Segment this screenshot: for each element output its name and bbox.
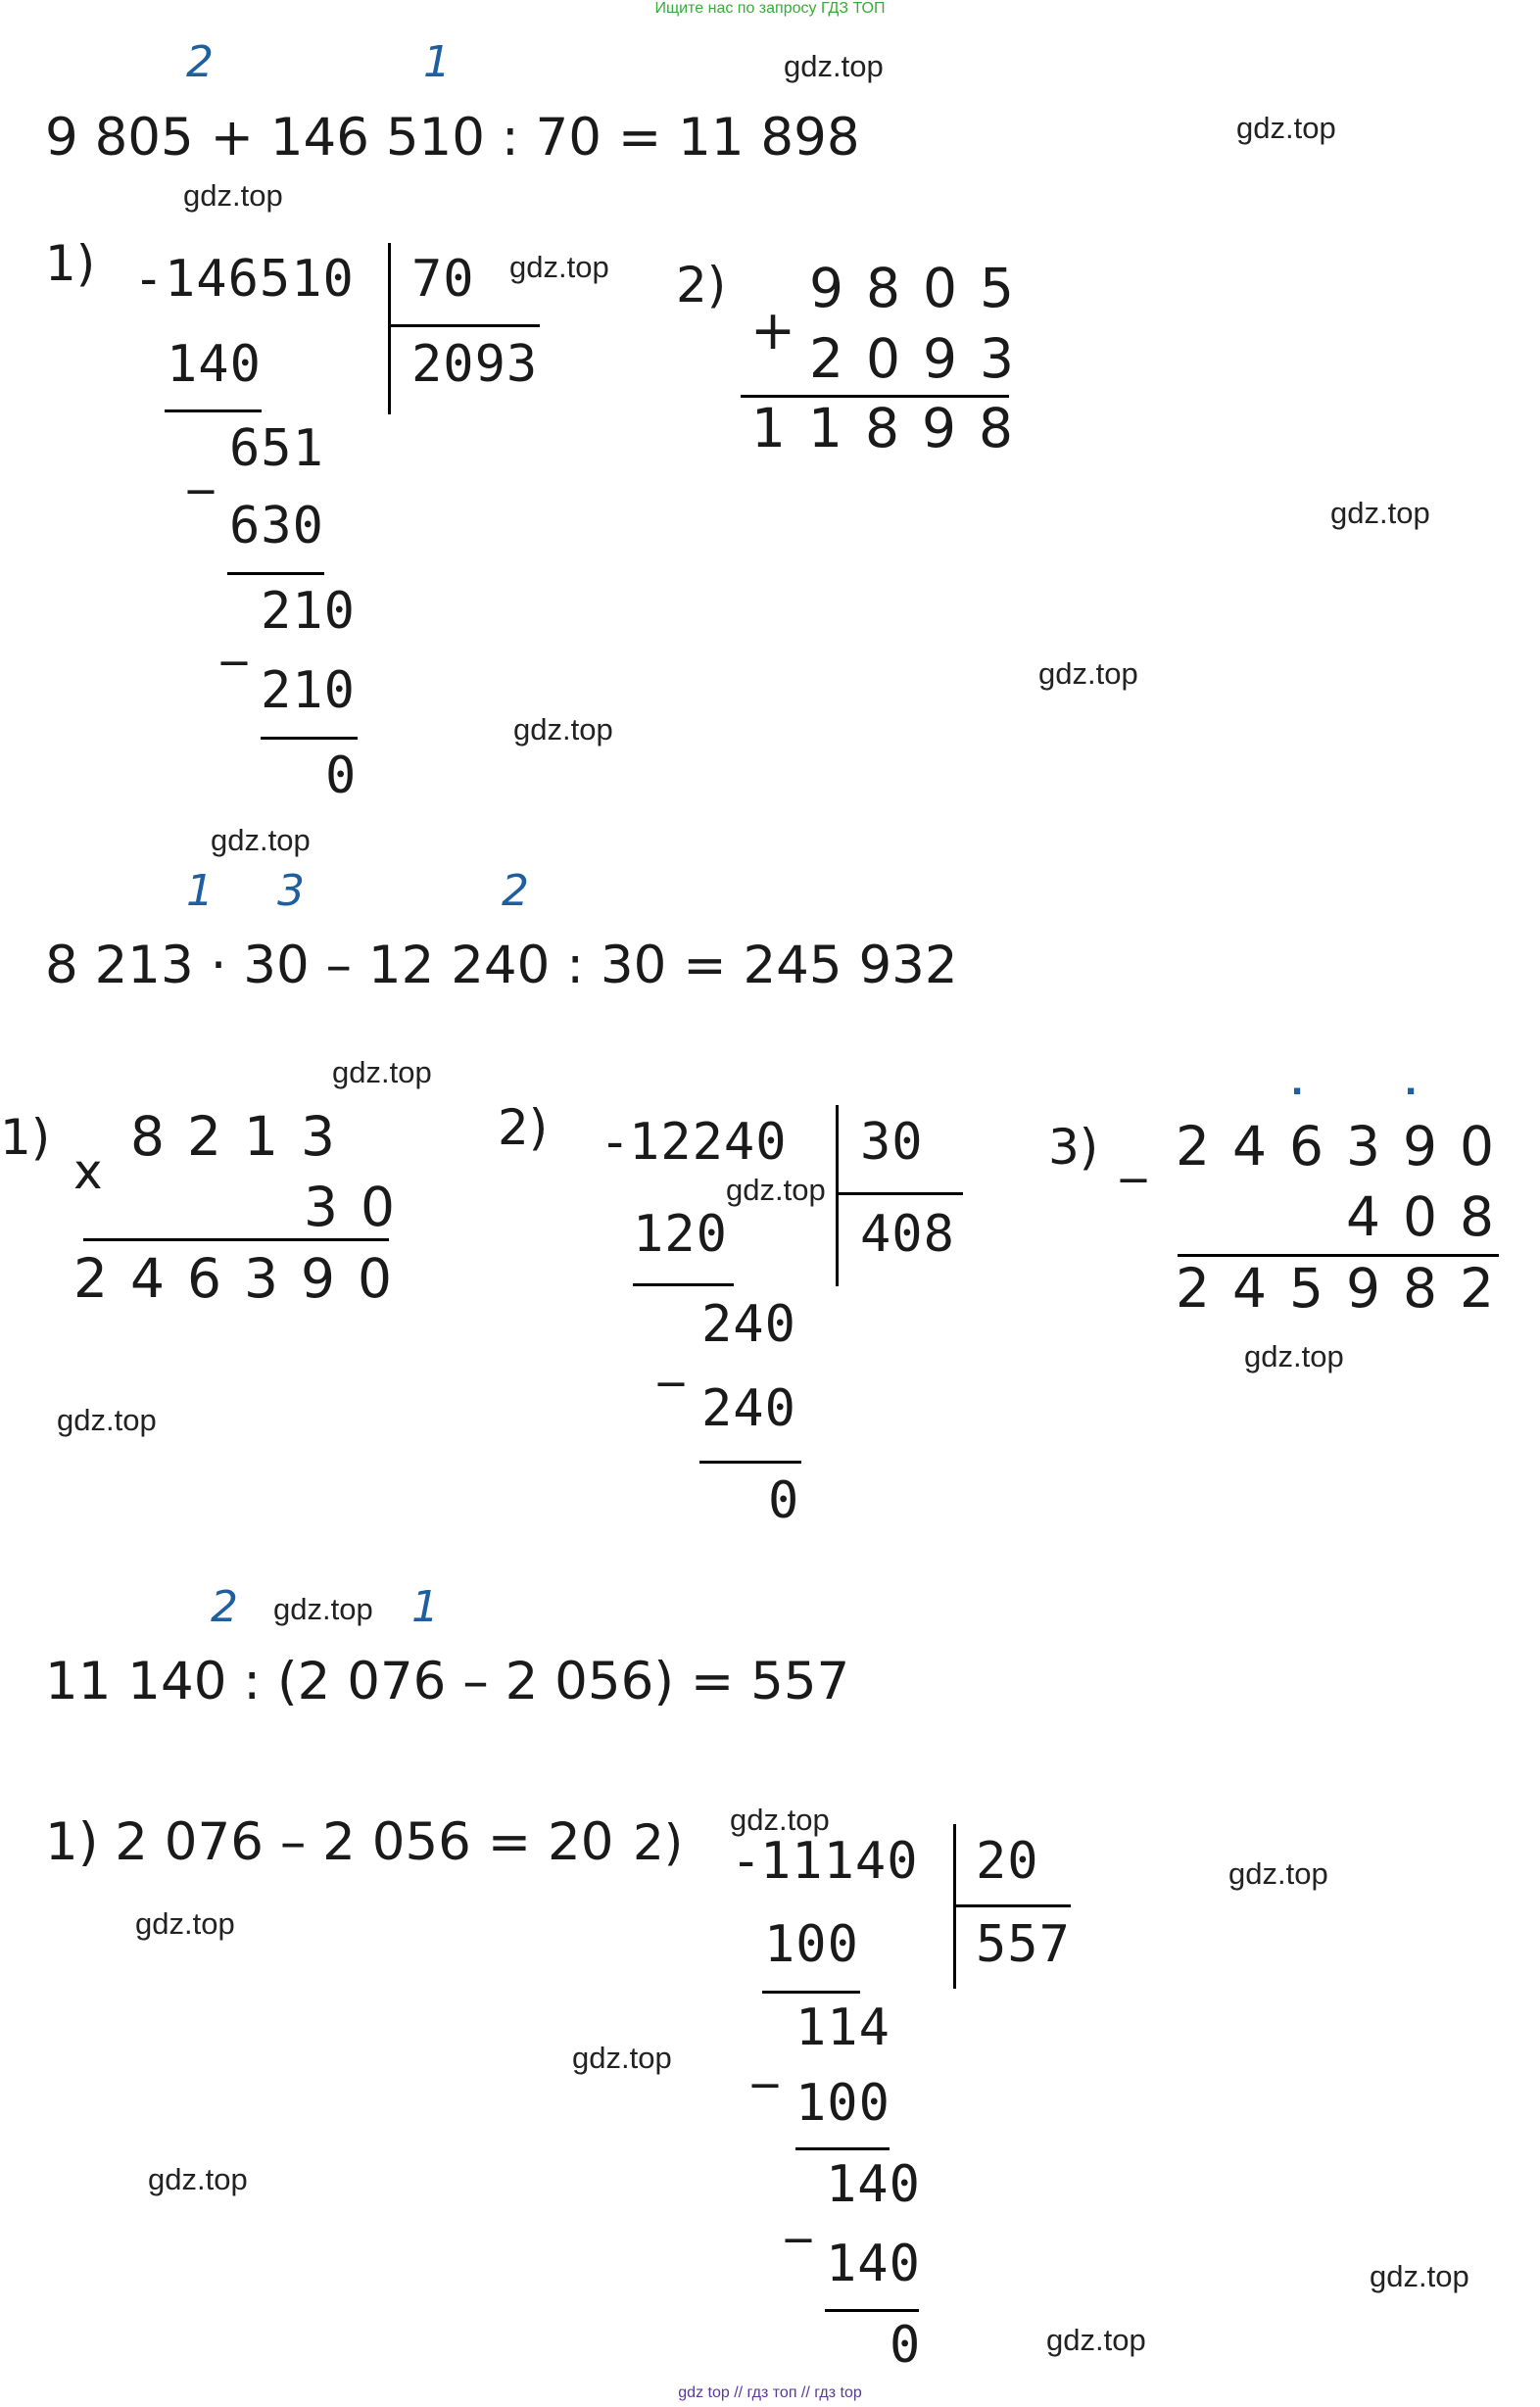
watermark: gdz.top [211, 823, 311, 857]
division-underline [633, 1283, 734, 1286]
division-underline [825, 2309, 919, 2312]
task3-step1: 1) 2 076 – 2 056 = 20 [45, 1812, 614, 1872]
watermark: gdz.top [784, 49, 884, 83]
division-bar-horizontal [388, 324, 540, 327]
product-line [83, 1238, 389, 1241]
division-minus: - [600, 1113, 632, 1172]
division-row: 240 [701, 1379, 796, 1438]
division-row: 0 [325, 746, 358, 805]
division-row: 100 [795, 2074, 890, 2133]
minuend: 246390 [1176, 1115, 1516, 1178]
watermark: gdz.top [513, 712, 613, 746]
addend: 2093 [809, 327, 1036, 390]
sum-result: 11898 [751, 397, 1035, 459]
watermark: gdz.top [1228, 1856, 1328, 1891]
step-label: 2) [676, 257, 727, 313]
watermark: gdz.top [572, 2041, 672, 2075]
watermark: gdz.top [1330, 496, 1430, 530]
top-banner[interactable]: Ищите нас по запросу ГДЗ ТОП [654, 0, 886, 17]
watermark: gdz.top [1038, 656, 1138, 691]
division-underline [762, 1991, 860, 1994]
step-label: 1) [45, 235, 96, 292]
divisor: 20 [976, 1832, 1039, 1891]
division-sub-mark: _ [658, 1328, 684, 1387]
watermark: gdz.top [273, 1592, 373, 1626]
division-row: 210 [261, 582, 356, 641]
division-sub-mark: _ [786, 2185, 811, 2243]
product-result: 246390 [73, 1247, 414, 1310]
step-label: 3) [1048, 1119, 1099, 1176]
division-bar-vertical [388, 243, 391, 414]
quotient: 557 [976, 1915, 1071, 1974]
order-mark: 1 [186, 866, 214, 916]
borrow-mark: . [1291, 1056, 1304, 1104]
operation-sign: x [73, 1143, 103, 1200]
order-mark: 2 [502, 866, 529, 916]
dividend: 146510 [165, 250, 355, 309]
division-row: 0 [890, 2316, 922, 2375]
order-mark: 1 [411, 1582, 439, 1632]
step-label: 2) [633, 1814, 684, 1871]
operation-sign: + [750, 299, 819, 361]
multiplicand: 8213 [130, 1105, 358, 1168]
division-underline [165, 409, 262, 412]
task2-expression: 8 213 · 30 – 12 240 : 30 = 245 932 [45, 936, 958, 995]
division-bar-horizontal [836, 1192, 963, 1195]
division-row: 240 [701, 1295, 796, 1354]
division-bar-vertical [836, 1105, 839, 1286]
division-row: 0 [768, 1471, 800, 1530]
watermark: gdz.top [726, 1173, 826, 1207]
difference-result: 245982 [1176, 1257, 1516, 1320]
footer-links[interactable]: gdz top // гдз топ // гдз top [678, 2384, 862, 2401]
division-minus: - [731, 1832, 763, 1891]
division-sub-mark: _ [752, 2030, 778, 2089]
watermark: gdz.top [148, 2162, 248, 2196]
dividend: 11140 [760, 1832, 919, 1891]
order-mark: 1 [423, 37, 451, 87]
watermark: gdz.top [1370, 2259, 1469, 2293]
watermark: gdz.top [183, 178, 283, 213]
division-row: 210 [261, 661, 356, 720]
quotient: 2093 [411, 335, 539, 394]
divisor: 30 [860, 1113, 924, 1172]
division-underline [699, 1461, 801, 1464]
step-label: 1) [0, 1109, 51, 1166]
division-minus: - [133, 250, 166, 309]
step-label: 2) [498, 1099, 549, 1156]
division-underline [261, 737, 358, 740]
borrow-mark: . [1405, 1056, 1418, 1104]
division-underline [795, 2147, 890, 2150]
watermark: gdz.top [57, 1403, 157, 1437]
division-row: 140 [167, 335, 262, 394]
watermark: gdz.top [135, 1906, 235, 1941]
division-sub-mark: _ [188, 436, 214, 495]
watermark: gdz.top [1046, 2323, 1146, 2357]
subtrahend: 408 [1346, 1185, 1516, 1248]
divisor: 70 [411, 250, 475, 309]
division-bar-horizontal [953, 1904, 1071, 1907]
quotient: 408 [860, 1205, 955, 1264]
watermark: gdz.top [509, 250, 609, 284]
division-row: 630 [229, 497, 324, 555]
task1-expression: 9 805 + 146 510 : 70 = 11 898 [45, 108, 860, 168]
multiplier: 30 [304, 1176, 417, 1238]
division-row: 100 [764, 1915, 859, 1974]
addend: 9805 [809, 257, 1036, 319]
division-sub-mark: _ [221, 607, 247, 666]
watermark: gdz.top [1236, 111, 1336, 145]
order-mark: 3 [277, 866, 305, 916]
operation-sign: _ [1121, 1125, 1146, 1183]
division-row: 114 [795, 1998, 890, 2057]
order-mark: 2 [186, 37, 214, 87]
watermark: gdz.top [730, 1803, 830, 1837]
watermark: gdz.top [1244, 1339, 1344, 1373]
task3-expression: 11 140 : (2 076 – 2 056) = 557 [45, 1652, 850, 1711]
division-row: 140 [826, 2235, 921, 2293]
order-mark: 2 [211, 1582, 238, 1632]
dividend: 12240 [629, 1113, 788, 1172]
watermark: gdz.top [332, 1055, 432, 1089]
division-row: 120 [633, 1205, 728, 1264]
division-row: 140 [826, 2155, 921, 2214]
division-underline [227, 572, 324, 575]
division-row: 651 [229, 419, 324, 478]
